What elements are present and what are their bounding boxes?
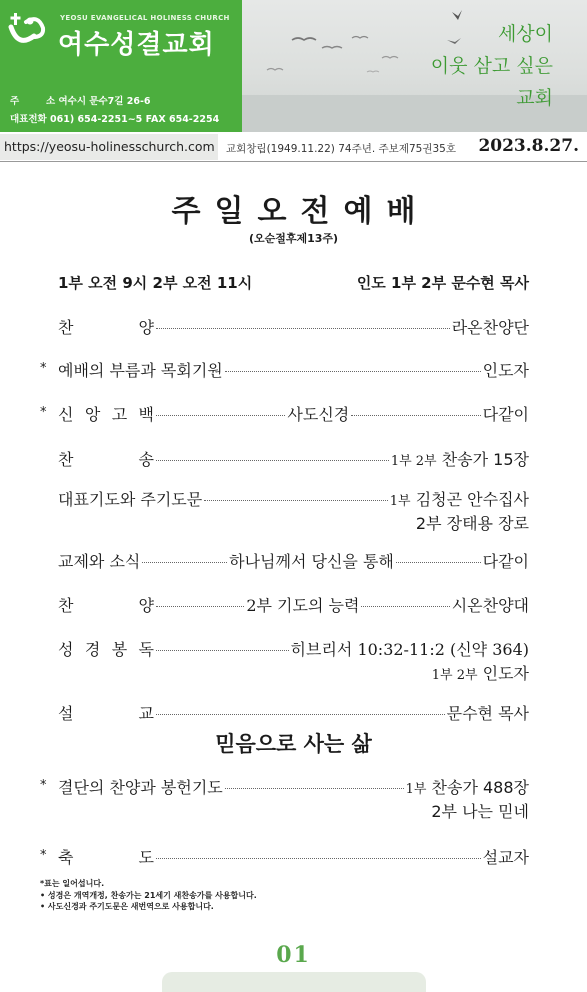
note-line: • 사도신경과 주기도문은 새번역으로 사용합니다. (40, 902, 214, 911)
order-responsible: 다같이 (482, 404, 530, 424)
sermon-title: 믿음으로 사는 삶 (215, 732, 372, 756)
service-times: 1부 오전 9시 2부 오전 11시 (58, 274, 253, 292)
address-text: 소 여수시 문수7길 26-6 (46, 96, 151, 107)
header-divider (0, 161, 587, 162)
order-row-sermon (58, 700, 529, 724)
dot-leader (204, 500, 388, 501)
dot-leader (156, 858, 481, 859)
order-responsible: 다같이 (482, 551, 530, 571)
order-detail: 하나님께서 당신을 통해 (229, 551, 394, 571)
order-row-praise-2 (58, 592, 529, 616)
church-phone: 대표전화 061) 654-2251~5 FAX 654-2254 (10, 114, 220, 125)
order-item: 찬 양 (58, 317, 154, 337)
slogan-line-2: 이웃 삼고 싶은 (430, 55, 553, 77)
bulletin-notes (40, 878, 257, 913)
order-responsible-second: 1부 2부 인도자 (431, 664, 529, 683)
standing-marker: * (40, 361, 47, 376)
info-bar (0, 134, 587, 160)
order-responsible-second: 2부 나는 믿네 (431, 802, 529, 821)
order-item: 축 도 (58, 847, 154, 867)
order-item: 신 앙 고 백 (58, 404, 154, 424)
order-responsible: 1부 2부 찬송가 15장 (390, 449, 529, 469)
order-item: 찬 송 (58, 449, 154, 469)
page-tab (162, 972, 426, 992)
dot-leader (225, 371, 481, 372)
dot-leader (396, 562, 481, 563)
order-row-fellowship (58, 548, 529, 572)
dot-leader (361, 606, 449, 607)
order-responsible: 라온찬양단 (451, 317, 529, 337)
order-responsible: 1부 김청곤 안수집사 (389, 489, 529, 509)
dot-leader (351, 415, 480, 416)
bulletin-date: 2023.8.27. (478, 136, 579, 156)
note-line: *표는 일어섭니다. (40, 879, 105, 888)
church-name-korean: 여수성결교회 (58, 30, 215, 60)
order-item: 성 경 봉 독 (58, 639, 154, 659)
bulletin-header (0, 0, 587, 132)
header-photo (242, 0, 587, 132)
slogan-line-3: 교회 (516, 87, 553, 109)
order-responsible: 히브리서 10:32-11:2 (신약 364) (290, 639, 529, 659)
dot-leader (156, 415, 285, 416)
church-banner (0, 0, 242, 132)
dot-leader (225, 788, 404, 789)
founding-info: 교회창립(1949.11.22) 74주년. 주보제75권35호 (226, 143, 456, 155)
church-logo-icon (8, 10, 48, 50)
order-responsible-second: 2부 장태용 장로 (415, 514, 529, 533)
order-row-scripture (58, 636, 529, 660)
order-row-praise-1 (58, 314, 529, 338)
dot-leader (156, 460, 389, 461)
order-row-prayer (58, 486, 529, 510)
church-slogan (431, 18, 553, 114)
dot-leader (156, 714, 445, 715)
order-responsible: 인도자 (482, 360, 529, 380)
order-responsible: 설교자 (482, 847, 529, 867)
order-item: 설 교 (58, 703, 154, 723)
service-title: 주일오전예배 (171, 194, 430, 229)
order-item: 예배의 부름과 목회기원 (58, 360, 223, 380)
order-row-call-to-worship (58, 357, 529, 381)
note-line: • 성경은 개역개정, 찬송가는 21세기 새찬송가를 사용합니다. (40, 890, 257, 900)
dot-leader (156, 606, 244, 607)
page-number: 01 (276, 942, 311, 968)
standing-marker: * (40, 778, 47, 793)
order-item: 교제와 소식 (58, 551, 141, 571)
slogan-line-1: 세상이 (497, 23, 553, 45)
address-label: 주 (10, 96, 22, 107)
church-name-english: YEOSU EVANGELICAL HOLINESS CHURCH (60, 14, 230, 22)
dot-leader (156, 328, 450, 329)
standing-marker: * (40, 848, 47, 863)
order-row-offering (58, 774, 529, 798)
church-address (10, 93, 151, 107)
order-responsible: 시온찬양대 (451, 595, 529, 615)
order-responsible: 문수현 목사 (446, 703, 529, 723)
website-link-box[interactable] (0, 134, 218, 160)
order-responsible: 1부 찬송가 488장 (405, 777, 529, 797)
service-subtitle: (오순절후제13주) (248, 232, 339, 245)
order-row-hymn (58, 446, 529, 470)
order-row-benediction (58, 844, 529, 868)
standing-marker: * (40, 405, 47, 420)
dot-leader (156, 650, 289, 651)
order-item: 대표기도와 주기도문 (58, 489, 203, 509)
order-item: 결단의 찬양과 봉헌기도 (58, 777, 223, 797)
order-row-confession (58, 401, 529, 425)
dot-leader (142, 562, 227, 563)
website-url[interactable]: https://yeosu-holinesschurch.com (4, 139, 215, 154)
order-detail: 2부 기도의 능력 (246, 595, 360, 615)
order-detail: 사도신경 (287, 404, 350, 424)
service-leader: 인도 1부 2부 문수현 목사 (356, 274, 529, 292)
order-item: 찬 양 (58, 595, 154, 615)
